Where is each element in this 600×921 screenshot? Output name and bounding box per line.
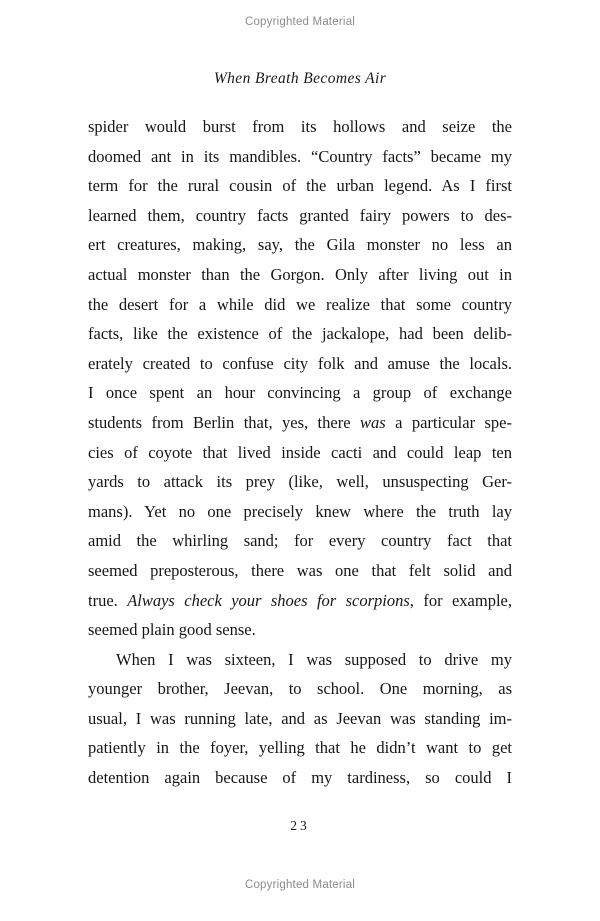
- body-text-segment: doomed ant in its mandibles. “Country facts” became my: [88, 146, 512, 166]
- text-line: [88, 201, 512, 231]
- page-number: 23: [290, 818, 310, 833]
- text-line: [88, 260, 512, 290]
- body-text-segment: students from Berlin that, yes, there: [88, 412, 360, 432]
- text-line: [88, 467, 512, 497]
- text-line: [88, 438, 512, 468]
- copyright-notice-bottom: Copyrighted Material: [244, 879, 356, 891]
- text-line: [88, 704, 512, 734]
- body-text-segment: the desert for a while did we realize that some country: [88, 294, 512, 314]
- italic-text: Always check your shoes for scorpions: [127, 590, 410, 610]
- text-line: [88, 408, 512, 438]
- body-text-segment: mans). Yet no one precisely knew where the truth lay: [88, 501, 512, 521]
- body-text: [88, 112, 512, 793]
- body-text-segment: actual monster than the Gorgon. Only after living out in: [88, 264, 512, 284]
- body-text-segment: I once spent an hour convincing a group of exchange: [88, 383, 512, 403]
- copyright-notice-top: Copyrighted Material: [244, 16, 356, 28]
- text-line: [88, 112, 512, 142]
- body-text-segment: younger brother, Jeevan, to school. One morning, as: [88, 679, 512, 699]
- body-text-segment: usual, I was running late, and as Jeevan was standing im-: [88, 708, 512, 728]
- body-text-segment: a particular spe-: [385, 412, 512, 432]
- text-line: [88, 230, 512, 260]
- text-line: [88, 319, 512, 349]
- text-line: [88, 645, 512, 675]
- body-text-segment: cies of coyote that lived inside cacti and could leap ten: [88, 442, 512, 462]
- body-text-segment: seemed plain good sense.: [88, 620, 256, 640]
- body-text-segment: spider would burst from its hollows and seize the: [88, 117, 512, 136]
- body-text-segment: yards to attack its prey (like, well, unsuspecting Ger-: [88, 472, 512, 492]
- body-text-segment: detention again because of my tardiness, so could I: [88, 768, 512, 788]
- body-text-segment: When I was sixteen, I was supposed to drive my: [116, 649, 512, 669]
- text-line: [88, 733, 512, 763]
- body-text-segment: patiently in the foyer, yelling that he didn’t want to get: [88, 738, 512, 758]
- text-line: [88, 526, 512, 556]
- text-line: [88, 674, 512, 704]
- text-line: [88, 290, 512, 320]
- running-head: When Breath Becomes Air: [213, 70, 387, 87]
- text-line: [88, 378, 512, 408]
- body-text-segment: erately created to confuse city folk and amuse the locals.: [88, 353, 512, 373]
- text-line: [88, 586, 512, 616]
- text-line: [88, 763, 512, 793]
- text-line: [88, 556, 512, 586]
- text-line: [88, 349, 512, 379]
- body-text-segment: facts, like the existence of the jackalope, had been delib-: [88, 324, 512, 344]
- text-line: [88, 142, 512, 172]
- body-text-segment: , for example,: [409, 590, 512, 610]
- text-line: [88, 497, 512, 527]
- body-text-segment: learned them, country facts granted fairy powers to des-: [88, 205, 512, 225]
- text-line: [88, 171, 512, 201]
- body-text-segment: ert creatures, making, say, the Gila monster no less an: [88, 235, 512, 255]
- body-text-segment: seemed preposterous, there was one that felt solid and: [88, 560, 512, 580]
- text-line: [88, 615, 512, 645]
- body-text-segment: amid the whirling sand; for every country fact that: [88, 531, 512, 551]
- body-text-segment: true.: [88, 590, 128, 610]
- body-text-segment: term for the rural cousin of the urban legend. As I first: [88, 176, 512, 196]
- italic-text: was: [359, 412, 386, 432]
